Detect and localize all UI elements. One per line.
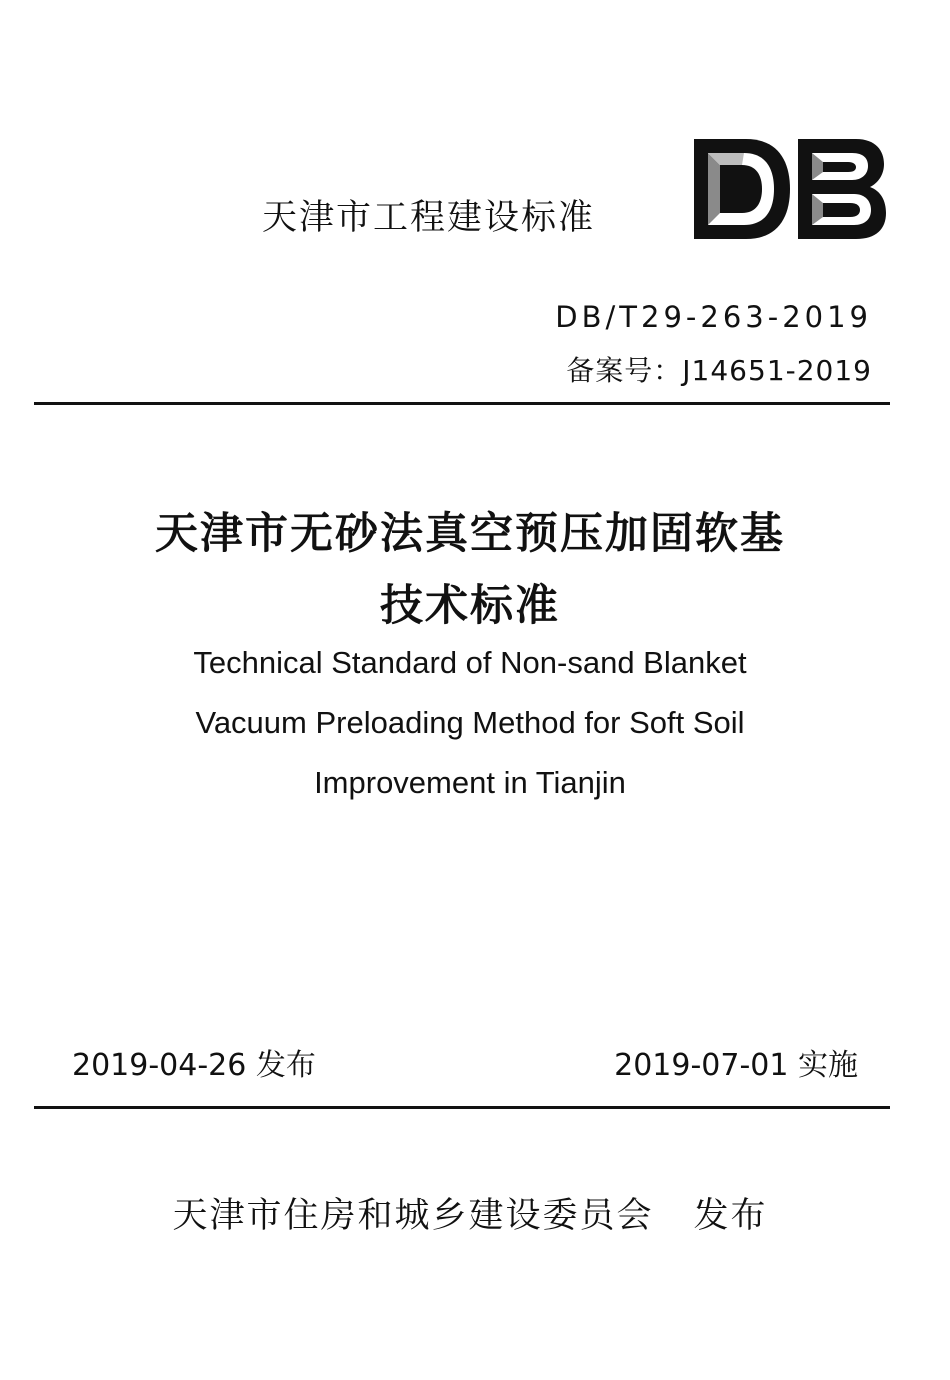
title-zh-line1: 天津市无砂法真空预压加固软基: [155, 509, 785, 559]
publisher-suffix: 发布: [693, 1196, 768, 1236]
publisher-name: 天津市住房和城乡建设委员会: [172, 1196, 654, 1236]
title-en-line2: Vacuum Preloading Method for Soft Soil: [195, 705, 745, 740]
implementation-date: 2019-07-01 实施: [614, 1048, 858, 1083]
series-title: 天津市工程建设标准: [262, 198, 596, 238]
title-en-line1: Technical Standard of Non-sand Blanket: [193, 645, 747, 680]
title-en-line3: Improvement in Tianjin: [314, 765, 626, 800]
bottom-divider: [34, 1106, 890, 1109]
publisher: [0, 1188, 940, 1238]
record-number: 备案号：J14651-2019: [566, 354, 872, 387]
standard-code: DB/T29-263-2019: [555, 300, 872, 334]
db-logo: [690, 135, 890, 243]
issue-date: 2019-04-26 发布: [72, 1048, 316, 1083]
top-divider: [34, 402, 890, 405]
title-zh-line2: 技术标准: [380, 581, 560, 631]
